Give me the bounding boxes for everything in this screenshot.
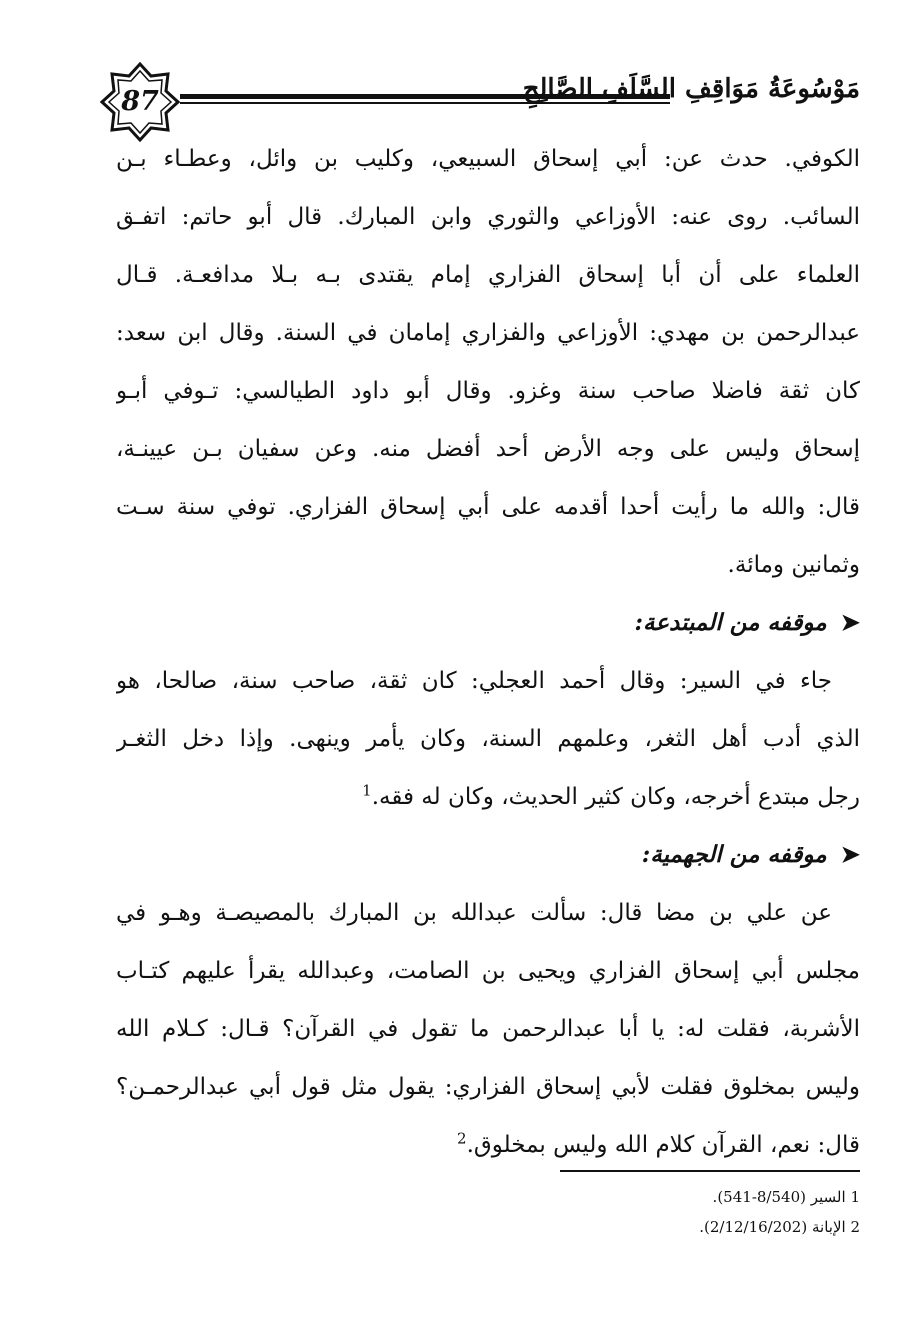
- footnotes: [560, 1182, 860, 1242]
- section-heading-jahmiyya: [116, 826, 860, 884]
- footnote-number: 2: [850, 1218, 860, 1236]
- text-line: الكوفي. حدث عن: أبي إسحاق السبيعي، وكليب بن وائل، وعطـاء بـن: [116, 146, 860, 172]
- text-line: جاء في السير: وقال أحمد العجلي: كان ثقة، صاحب سنة، صالحا، هو: [116, 668, 832, 694]
- text-line-content: رجل مبتدع أخرجه، وكان كثير الحديث، وكان له فقه.: [371, 784, 860, 810]
- text-line: كان ثقة فاضلا صاحب سنة وغزو. وقال أبو داود الطيالسي: تـوفي أبـو: [116, 378, 860, 404]
- body-text: [116, 130, 860, 1174]
- series-title: مَوْسُوعَةُ مَوَاقِفِ السَّلَفِ الصَّالِحِ: [522, 74, 860, 104]
- text-line: [116, 768, 860, 826]
- text-line: [116, 1116, 860, 1174]
- footnote-text: الإبانة (2/12/16/202).: [699, 1218, 846, 1236]
- text-line: العلماء على أن أبا إسحاق الفزاري إمام يقتدى بـه بـلا مدافعـة. قـال: [116, 262, 860, 288]
- text-line: السائب. روى عنه: الأوزاعي والثوري وابن المبارك. قال أبو حاتم: اتفـق: [116, 204, 860, 230]
- text-line: قال: والله ما رأيت أحدا أقدمه على أبي إسحاق الفزاري. توفي سنة سـت: [116, 494, 860, 520]
- text-line: عبدالرحمن بن مهدي: الأوزاعي والفزاري إمامان في السنة. وقال ابن سعد:: [116, 320, 860, 346]
- section-heading-text: موقفه من المبتدعة:: [634, 609, 827, 636]
- footnote: [560, 1182, 860, 1212]
- footnote-separator: [560, 1170, 860, 1172]
- text-line: الذي أدب أهل الثغر، وعلمهم السنة، وكان يأمر وينهى. وإذا دخل الثغـر: [116, 726, 860, 752]
- text-line: إسحاق وليس على وجه الأرض أحد أفضل منه. وعن سفيان بـن عيينـة،: [116, 436, 860, 462]
- arrowhead-icon: ➤: [840, 609, 860, 636]
- arrowhead-icon: ➤: [840, 841, 860, 868]
- text-line: وليس بمخلوق فقلت لأبي إسحاق الفزاري: يقول مثل قول أبي عبدالرحمـن؟: [116, 1074, 860, 1100]
- text-line: الأشربة، فقلت له: يا أبا عبدالرحمن ما تقول في القرآن؟ قـال: كـلام الله: [116, 1016, 860, 1042]
- footnote-ref: 1: [362, 781, 372, 800]
- footnote: [560, 1212, 860, 1242]
- page-number: 87: [121, 86, 159, 117]
- text-line-content: قال: نعم، القرآن كلام الله وليس بمخلوق.: [466, 1132, 860, 1158]
- text-line: وثمانين ومائة.: [727, 552, 860, 578]
- section-heading-innovators: [116, 594, 860, 652]
- footnote-text: السير (8/540-541).: [712, 1188, 846, 1206]
- footnote-ref: 2: [457, 1129, 467, 1148]
- text-line: مجلس أبي إسحاق الفزاري ويحيى بن الصامت، وعبدالله يقرأ عليهم كتـاب: [116, 958, 860, 984]
- text-line: عن علي بن مضا قال: سألت عبدالله بن المبارك بالمصيصـة وهـو في: [116, 900, 832, 926]
- section-heading-text: موقفه من الجهمية:: [641, 841, 827, 868]
- footnote-number: 1: [850, 1188, 860, 1206]
